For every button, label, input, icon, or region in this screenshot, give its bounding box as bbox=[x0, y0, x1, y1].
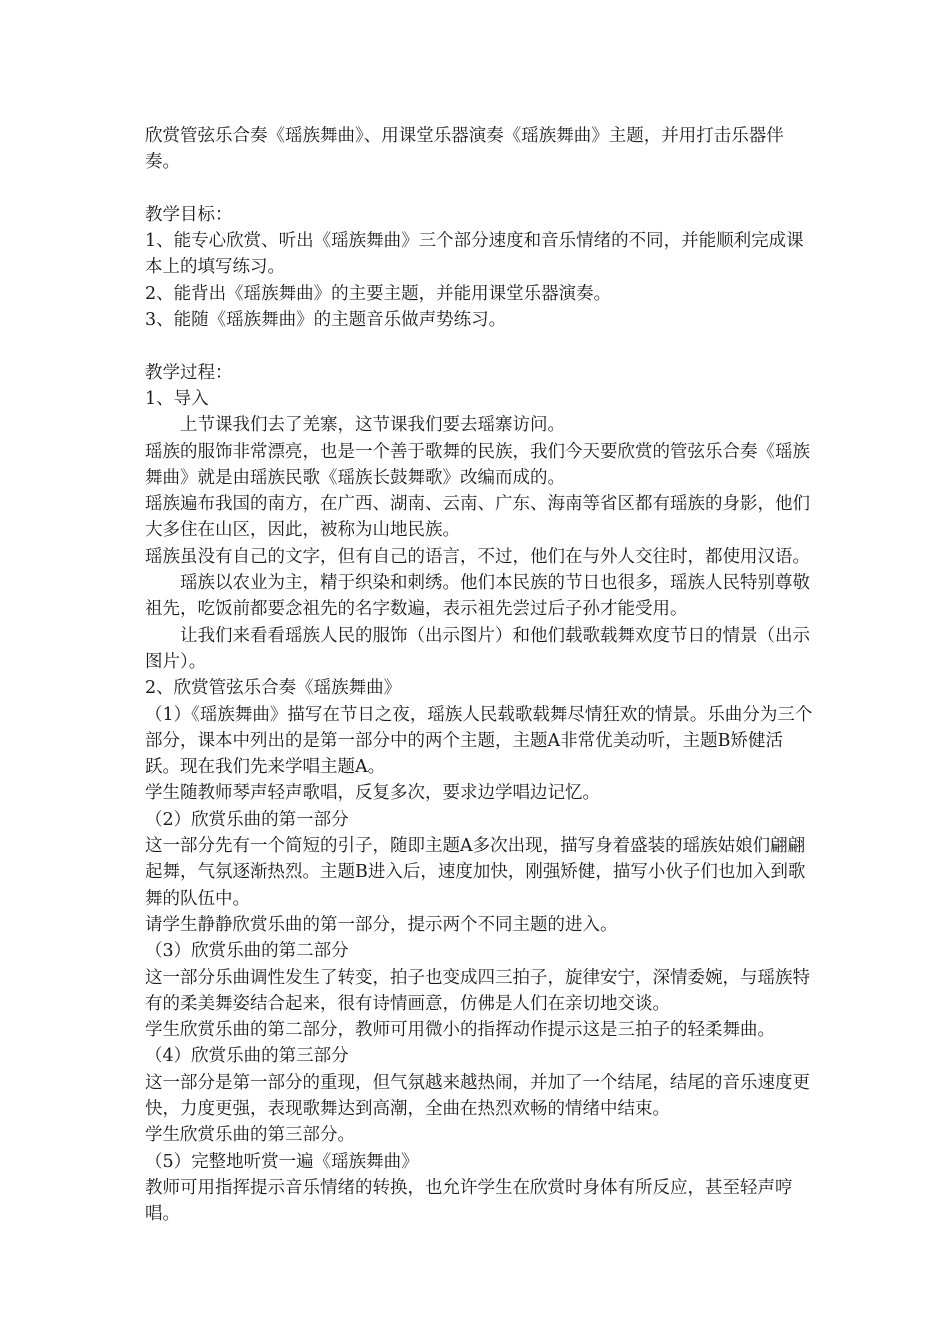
goal-item-1: 1、能专心欣赏、听出《瑶族舞曲》三个部分速度和音乐情绪的不同，并能顺利完成课本上的填写练习。 bbox=[145, 231, 804, 278]
section-2-paragraph: 这一部分先有一个简短的引子，随即主题A多次出现，描写身着盛装的瑶族姑娘们翩翩起舞，气氛逐渐热烈。主题B进入后，速度加快，刚强矫健，描写小伙子们也加入到歌舞的队伍中。 bbox=[145, 836, 806, 909]
subsection-heading: （2）欣赏乐曲的第一部分 bbox=[145, 809, 349, 830]
section-1-paragraph: 瑶族的服饰非常漂亮，也是一个善于歌舞的民族，我们今天要欣赏的管弦乐合奏《瑶族舞曲》就是由瑶族民歌《瑶族长鼓舞歌》改编而成的。 bbox=[145, 441, 810, 488]
section-2-title: 2、欣赏管弦乐合奏《瑶族舞曲》 bbox=[145, 678, 402, 699]
blank-line bbox=[145, 176, 813, 202]
goal-item-3: 3、能随《瑶族舞曲》的主题音乐做声势练习。 bbox=[145, 310, 507, 331]
document-body bbox=[145, 123, 813, 1227]
section-2-paragraph: 学生欣赏乐曲的第二部分，教师可用微小的指挥动作提示这是三拍子的轻柔舞曲。 bbox=[145, 1020, 775, 1041]
section-2-paragraph: 学生随教师琴声轻声歌唱，反复多次，要求边学唱边记忆。 bbox=[145, 783, 600, 804]
section-2-paragraph: （1）《瑶族舞曲》描写在节日之夜，瑶族人民载歌载舞尽情狂欢的情景。乐曲分为三个部分，课本中列出的是第一部分中的两个主题，主题A非常优美动听，主题B矫健活跃。现在我们先来学唱主题A。 bbox=[145, 704, 813, 778]
goal-item-2: 2、能背出《瑶族舞曲》的主要主题，并能用课堂乐器演奏。 bbox=[145, 283, 612, 304]
section-2-paragraph: 这一部分乐曲调性发生了转变，拍子也变成四三拍子，旋律安宁，深情委婉，与瑶族特有的柔美舞姿结合起来，很有诗情画意，仿佛是人们在亲切地交谈。 bbox=[145, 967, 810, 1014]
section-2-paragraph: 教师可用指挥提示音乐情绪的转换，也允许学生在欣赏时身体有所反应，甚至轻声哼唱。 bbox=[145, 1177, 793, 1225]
section-2-paragraph: 请学生静静欣赏乐曲的第一部分，提示两个不同主题的进入。 bbox=[145, 914, 618, 935]
section-1-paragraph: 瑶族遍布我国的南方，在广西、湖南、云南、广东、海南等省区都有瑶族的身影，他们大多住在山区，因此，被称为山地民族。 bbox=[145, 494, 810, 541]
blank-line bbox=[145, 333, 813, 359]
goals-heading: 教学目标： bbox=[145, 204, 233, 225]
subsection-heading: （3）欣赏乐曲的第二部分 bbox=[145, 941, 349, 962]
process-heading: 教学过程： bbox=[145, 362, 233, 383]
section-1-paragraph: 瑶族虽没有自己的文字，但有自己的语言，不过，他们在与外人交往时，都使用汉语。 bbox=[145, 546, 810, 567]
subsection-heading: （5）完整地听赏一遍《瑶族舞曲》 bbox=[145, 1151, 419, 1172]
section-1-paragraph: 让我们来看看瑶族人民的服饰（出示图片）和他们载歌载舞欢度节日的情景（出示图片）。 bbox=[145, 625, 810, 672]
section-1-paragraph: 瑶族以农业为主，精于织染和刺绣。他们本民族的节日也很多，瑶族人民特别尊敬祖先，吃饭前都要念祖先的名字数遍，表示祖先尝过后子孙才能受用。 bbox=[145, 573, 810, 620]
section-2-paragraph: 这一部分是第一部分的重现，但气氛越来越热闹，并加了一个结尾，结尾的音乐速度更快，力度更强，表现歌舞达到高潮，全曲在热烈欢畅的情绪中结束。 bbox=[145, 1072, 810, 1119]
subsection-heading: （4）欣赏乐曲的第三部分 bbox=[145, 1046, 349, 1067]
section-1-paragraph: 上节课我们去了羌寨，这节课我们要去瑶寨访问。 bbox=[180, 415, 565, 436]
intro-paragraph: 欣赏管弦乐合奏《瑶族舞曲》、用课堂乐器演奏《瑶族舞曲》主题，并用打击乐器伴奏。 bbox=[145, 126, 784, 173]
section-1-title: 1、导入 bbox=[145, 388, 209, 409]
section-2-paragraph: 学生欣赏乐曲的第三部分。 bbox=[145, 1125, 355, 1146]
